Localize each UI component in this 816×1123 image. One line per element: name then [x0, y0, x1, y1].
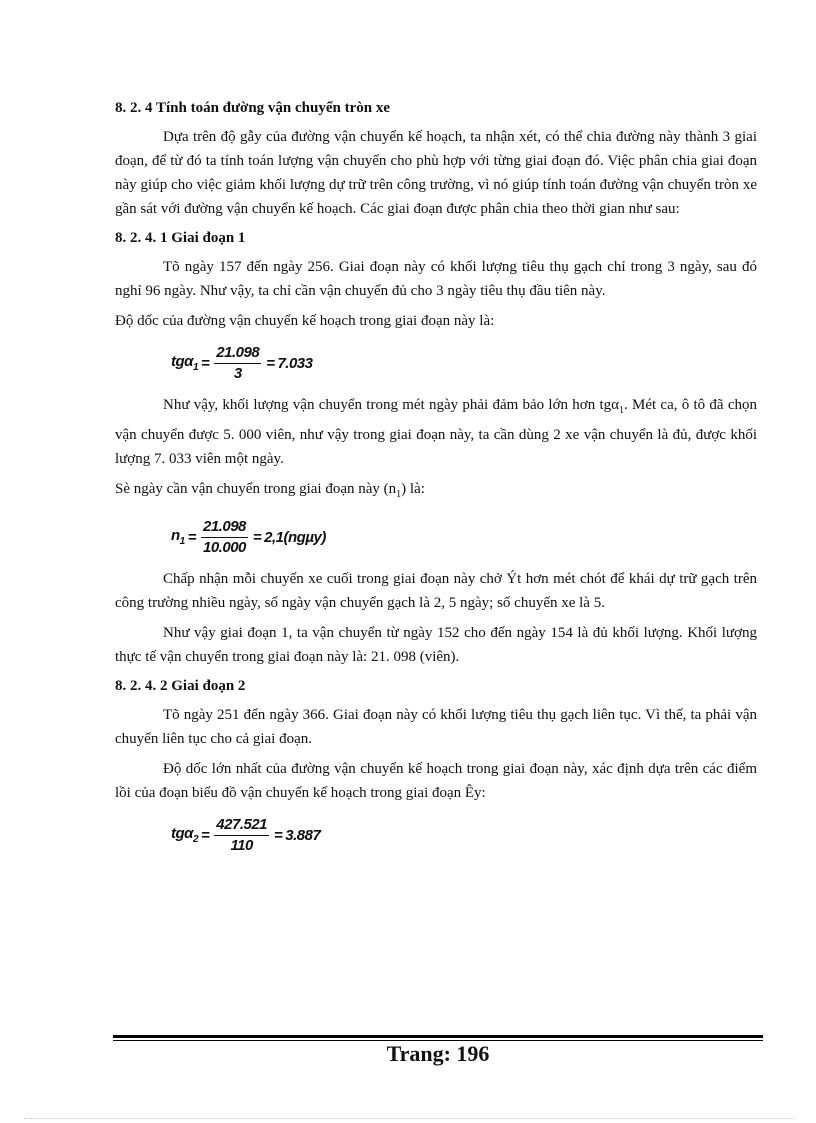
stage1-paragraph-1: Tõ ngày 157 đến ngày 256. Giai đoạn này có khối lượng tiêu thụ gạch chỉ trong 3 ngày, sau đó nghỉ 96 ngày. Như vậy, ta chỉ cần vận chuyển đủ cho 3 ngày tiêu thụ đầu tiên này.: [115, 259, 757, 299]
footer-rule-thick: [113, 1035, 763, 1038]
equation-result: 2,1(ngµy): [264, 528, 326, 546]
equation-lhs: tgα$_1$: [171, 353, 199, 373]
stage1-paragraph-3: Như vậy, khối lượng vận chuyển trong mét ngày phải đảm bảo lớn hơn tgα$_1$. Mét ca, ô tô đã chọn vận chuyển được 5. 000 viên, như vậy trong giai đoạn này, ta cần dùng 2 xe vận chuyển là đủ, được khối lượng 7. 033 viên một ngày.: [115, 397, 757, 467]
equation-lhs: $n_1$: [171, 527, 185, 547]
equals-sign: =: [274, 826, 283, 844]
intro-paragraph: Dựa trên độ gẫy của đường vận chuyển kế hoạch, ta nhận xét, có thể chia đường này thành 3 giai đoạn, để từ đó ta tính toán lượng vận chuyển cho phù hợp với từng giai đoạn đó. Việc phân chia giai đoạn này giúp cho việc giảm khối lượng dự trữ trên công trường, vì nó giúp tính toán đường vận chuyển tròn xe gần sát với đường vận chuyển kế hoạch. Các giai đoạn được phân chia theo thời gian như sau:: [115, 129, 757, 217]
fraction-numerator: 427.521: [214, 816, 269, 836]
fraction-denominator: 110: [230, 836, 253, 854]
equation-tg-alpha-1: [115, 339, 757, 387]
page-content: [115, 97, 757, 865]
equation-result: 7.033: [277, 354, 313, 372]
stage1-heading: 8. 2. 4. 1 Giai đoạn 1: [115, 230, 246, 246]
stage2-paragraph-2: Độ dốc lớn nhất của đường vận chuyển kế hoạch trong giai đoạn này, xác định dựa trên các điểm lồi của đoạn biểu đồ vận chuyển kế hoạch trong giai đoạn Êy:: [115, 761, 757, 801]
fraction-denominator: 10.000: [203, 538, 246, 556]
stage2-paragraph-1: Tõ ngày 251 đến ngày 366. Giai đoạn này có khối lượng tiêu thụ gạch liên tục. Vì thế, ta phải vận chuyển liên tục cho cả giai đoạn.: [115, 707, 757, 747]
equals-sign: =: [201, 354, 210, 372]
equation-n1: [115, 513, 757, 561]
stage2-heading: 8. 2. 4. 2 Giai đoạn 2: [115, 678, 246, 694]
equation-result: 3.887: [285, 826, 321, 844]
stage1-paragraph-6: Như vậy giai đoạn 1, ta vận chuyển từ ngày 152 cho đến ngày 154 là đủ khối lượng. Khối lượng thực tế vận chuyển trong giai đoạn này là: 21. 098 (viên).: [115, 625, 757, 665]
page-number: Trang: 196: [386, 1041, 490, 1066]
equation-tg-alpha-2: [115, 811, 757, 859]
equals-sign: =: [187, 528, 196, 546]
section-heading: 8. 2. 4 Tính toán đường vận chuyển tròn xe: [115, 100, 391, 116]
fraction-numerator: 21.098: [214, 344, 261, 364]
stage1-paragraph-2: Độ dốc của đường vận chuyển kế hoạch trong giai đoạn này là:: [115, 313, 495, 329]
stage1-paragraph-5: Chấp nhận mỗi chuyến xe cuối trong giai đoạn này chở Ýt hơn mét chót để khái dự trữ gạch trên công trường nhiều ngày, số ngày vận chuyển gạch là 2, 5 ngày; số chuyến xe là 5.: [115, 571, 757, 611]
fraction: [214, 816, 269, 855]
fraction-numerator: 21.098: [201, 518, 248, 538]
equals-sign: =: [266, 354, 275, 372]
equation-lhs: tgα$_2$: [171, 825, 199, 845]
page-bottom-dotted-border: [24, 1118, 794, 1119]
fraction-denominator: 3: [233, 364, 242, 382]
stage1-paragraph-4: Sè ngày cần vận chuyển trong giai đoạn này $(n_1)$ là:: [115, 481, 425, 500]
fraction: [214, 344, 261, 383]
fraction: [201, 518, 248, 557]
equals-sign: =: [252, 528, 262, 546]
equals-sign: =: [201, 826, 210, 844]
